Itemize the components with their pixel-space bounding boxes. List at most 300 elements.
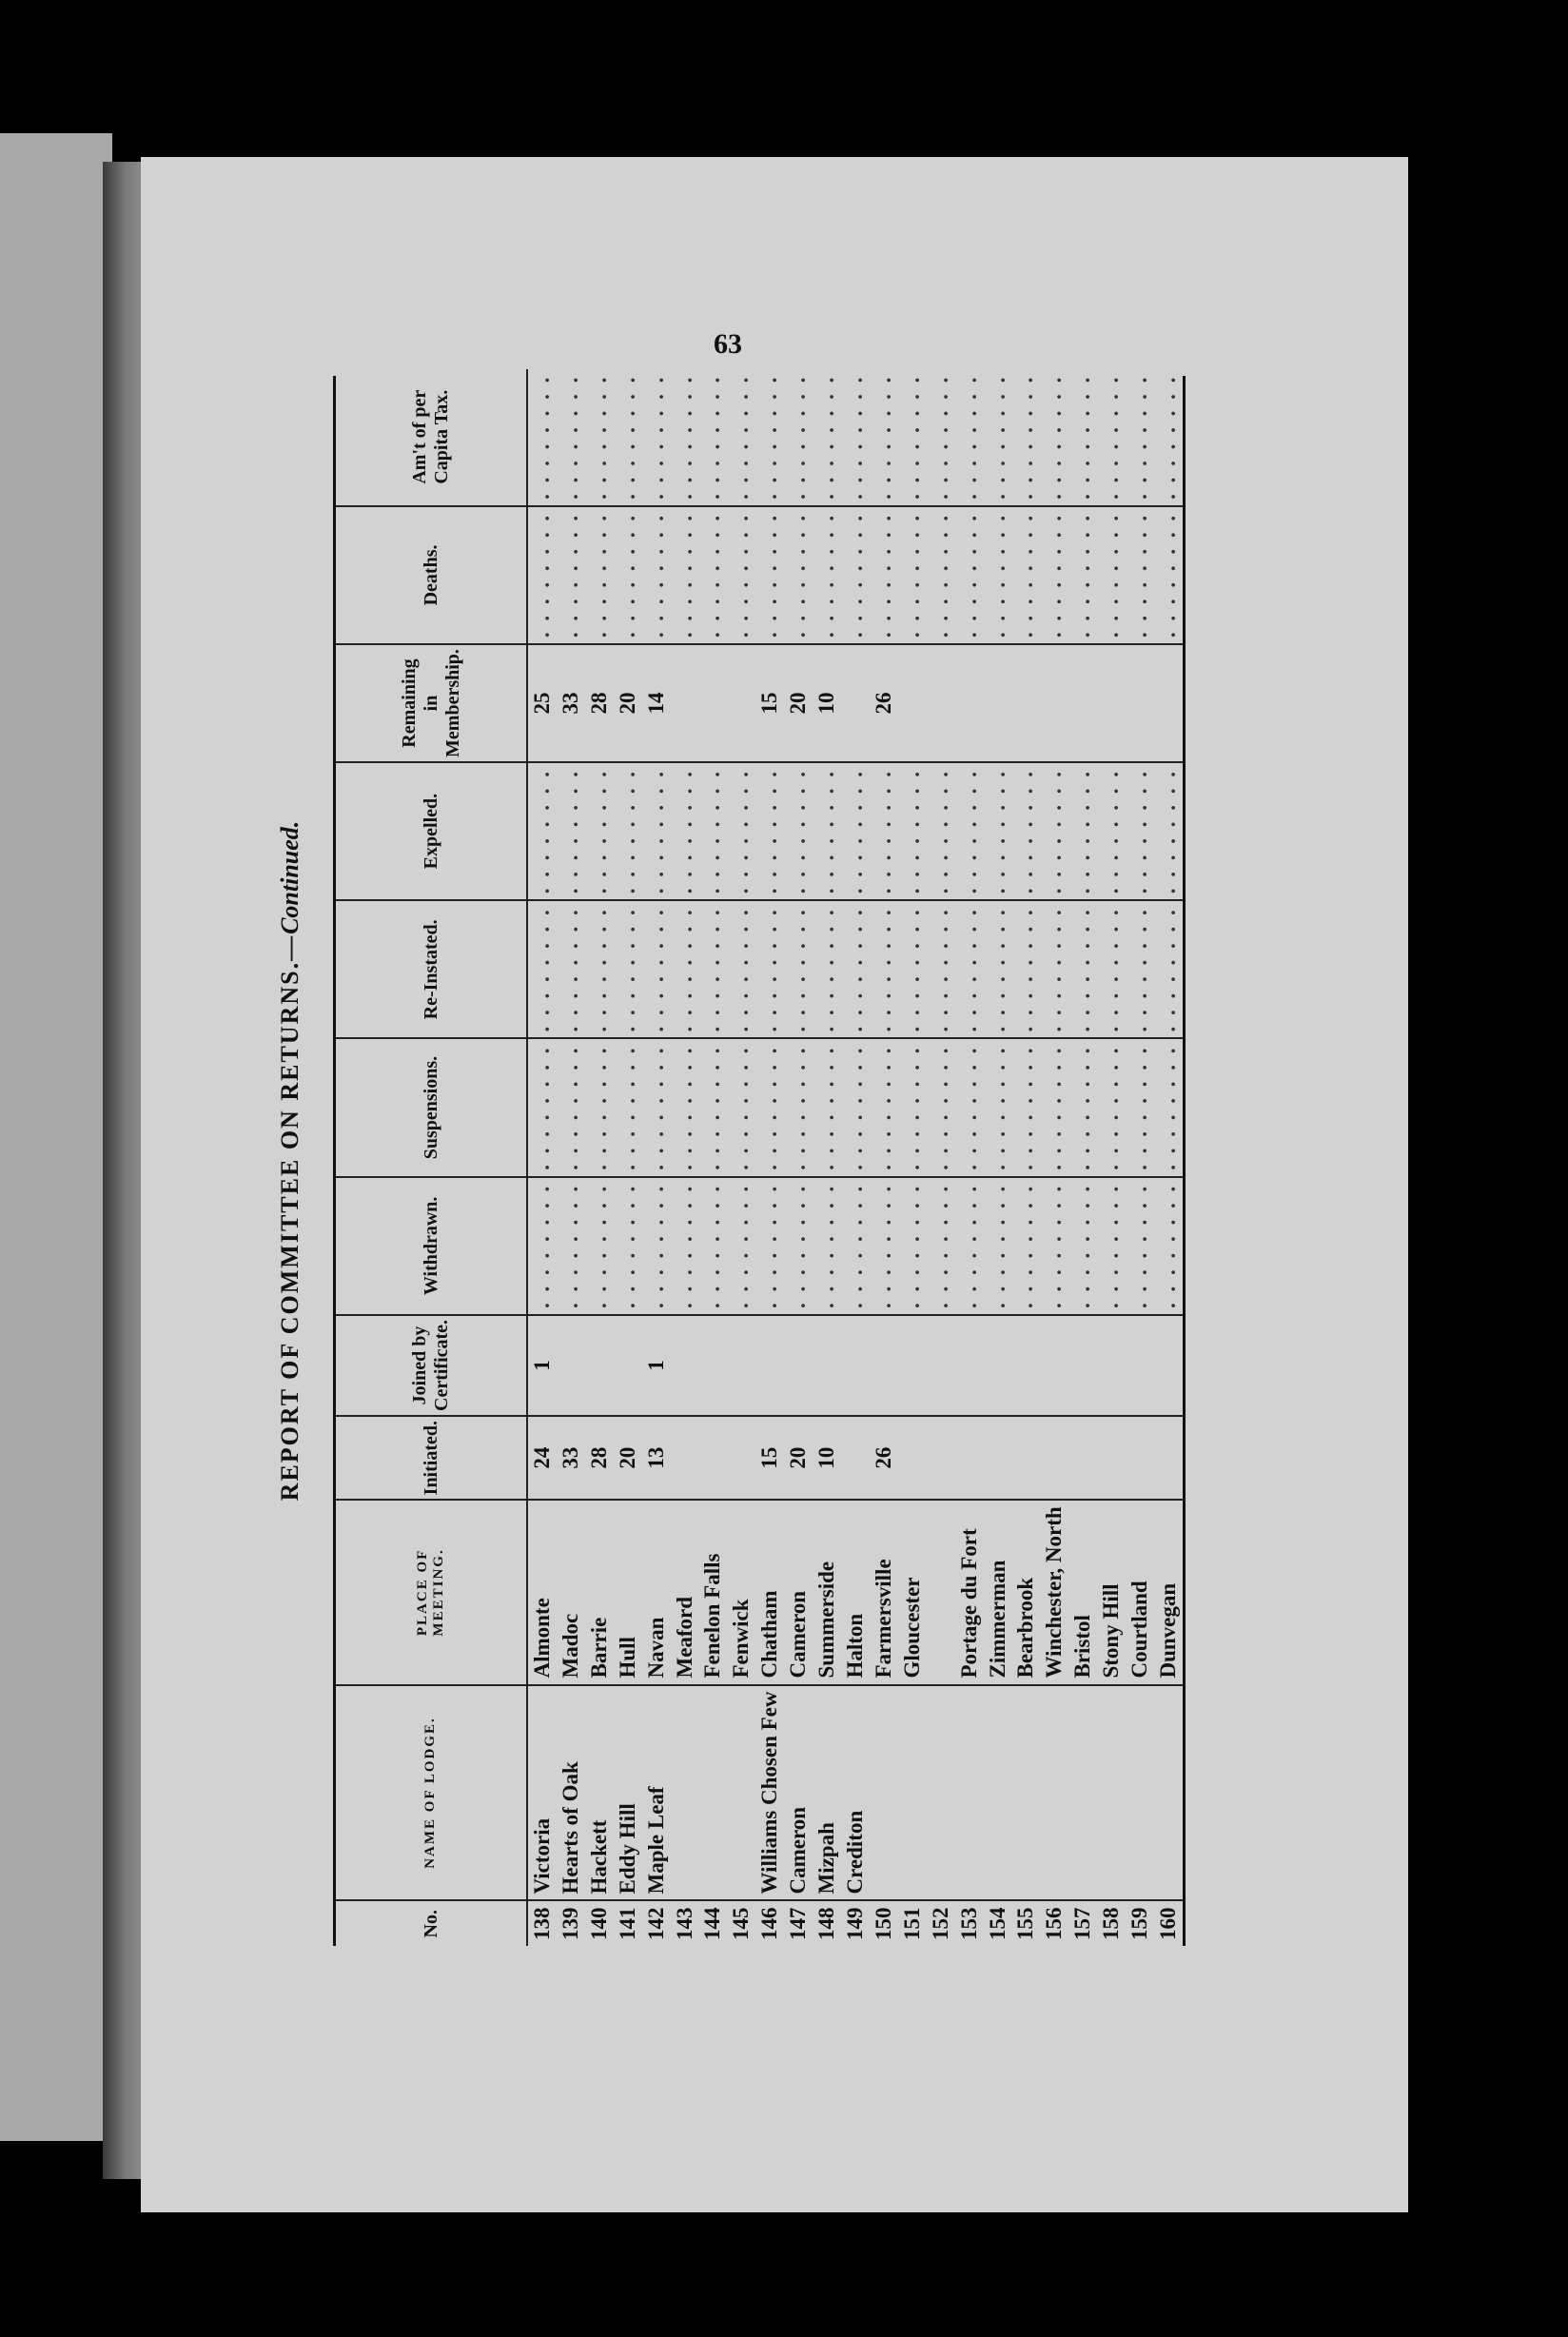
dot-leader: . . . . . . . . [1127,374,1152,500]
dot-leader: . . . . . . . . [700,1183,725,1308]
cell-remaining [1126,644,1154,762]
cell-place: Portage du Fort [955,1500,984,1684]
cell-no: 146 [755,1901,784,1947]
cell-place: Stony Hill [1097,1500,1126,1684]
page-number: 63 [714,328,742,360]
dot-leader: . . . . . . . . [956,512,981,638]
cell-no: 140 [585,1901,614,1947]
cell-place: Courtland [1126,1500,1154,1684]
cell-place: Bristol [1068,1500,1097,1684]
table-row [727,369,755,1946]
dot-leader: . . . . . . . . [1156,374,1180,500]
cell-reinstated [1011,900,1040,1038]
cell-lodge-name: Hackett [585,1685,614,1901]
cell-capita-tax [870,369,898,506]
dot-leader: . . . . . . . . [956,907,981,1032]
cell-initiated [1011,1416,1040,1500]
cell-no: 153 [955,1901,984,1947]
cell-withdrawn [898,1177,927,1315]
dot-leader: . . . . . . . . [814,1183,839,1308]
title-main: REPORT OF COMMITTEE ON RETURNS.— [276,933,304,1502]
cell-place: Dunvegan [1154,1500,1183,1684]
cell-no: 157 [1068,1901,1097,1947]
cell-capita-tax [841,369,870,506]
cell-withdrawn [1154,1177,1183,1315]
table-row [955,369,984,1946]
cell-suspensions [1154,1038,1183,1176]
table-row [699,369,728,1946]
cell-place: Summerside [813,1500,841,1684]
cell-capita-tax [1126,369,1154,506]
dot-leader: . . . . . . . . [1013,907,1038,1032]
cell-capita-tax [927,369,955,506]
dot-leader: . . . . . . . . [1042,1045,1067,1170]
dot-leader: . . . . . . . . [1099,1183,1124,1308]
dot-leader: . . . . . . . . [558,1183,582,1308]
cell-capita-tax [1011,369,1040,506]
dot-leader: . . . . . . . . [1013,374,1038,500]
cell-no: 159 [1126,1901,1154,1947]
dot-leader: . . . . . . . . [1013,512,1038,638]
dot-leader: . . . . . . . . [1042,907,1067,1032]
table-row [527,369,557,1946]
table-row [1040,369,1068,1946]
cell-remaining: 20 [784,644,813,762]
cell-remaining: 14 [642,644,671,762]
cell-withdrawn [870,1177,898,1315]
cell-expelled [642,762,671,900]
cell-initiated [955,1416,984,1500]
cell-withdrawn [1126,1177,1154,1315]
dot-leader: . . . . . . . . [985,1045,1009,1170]
dot-leader: . . . . . . . . [529,768,554,894]
cell-lodge-name: Crediton [841,1685,870,1901]
cell-deaths [1154,506,1183,644]
cell-remaining: 28 [585,644,614,762]
dot-leader: . . . . . . . . [1070,512,1095,638]
cell-joined [898,1315,927,1416]
dot-leader: . . . . . . . . [1127,1183,1152,1308]
table-row [870,369,898,1946]
dot-leader: . . . . . . . . [757,907,782,1032]
dot-leader: . . . . . . . . [786,768,811,894]
dot-leader: . . . . . . . . [757,512,782,638]
cell-initiated [841,1416,870,1500]
cell-deaths [557,506,585,644]
cell-suspensions [898,1038,927,1176]
cell-reinstated [642,900,671,1038]
dot-leader: . . . . . . . . [899,374,924,500]
cell-deaths [841,506,870,644]
cell-joined [557,1315,585,1416]
table-row [813,369,841,1946]
cell-joined [755,1315,784,1416]
dot-leader: . . . . . . . . [842,374,867,500]
dot-leader: . . . . . . . . [672,374,696,500]
dot-leader: . . . . . . . . [643,907,668,1032]
dot-leader: . . . . . . . . [700,1045,725,1170]
cell-joined: 1 [527,1315,557,1416]
header-joined: Joined by Certificate. [336,1315,527,1416]
cell-initiated: 24 [527,1416,557,1500]
cell-initiated: 33 [557,1416,585,1500]
cell-place: Hull [614,1500,642,1684]
cell-reinstated [927,900,955,1038]
cell-initiated [699,1416,728,1500]
cell-no: 155 [1011,1901,1040,1947]
dot-leader: . . . . . . . . [1127,512,1152,638]
header-place: PLACE OF MEETING. [336,1500,527,1684]
dot-leader: . . . . . . . . [985,907,1009,1032]
cell-no: 147 [784,1901,813,1947]
dot-leader: . . . . . . . . [842,1183,867,1308]
cell-suspensions [671,1038,699,1176]
cell-expelled [984,762,1012,900]
cell-suspensions [557,1038,585,1176]
cell-no: 154 [984,1901,1012,1947]
dot-leader: . . . . . . . . [615,907,639,1032]
cell-deaths [813,506,841,644]
cell-joined [1068,1315,1097,1416]
cell-remaining [1154,644,1183,762]
cell-withdrawn [813,1177,841,1315]
cell-withdrawn [699,1177,728,1315]
dot-leader: . . . . . . . . [643,1045,668,1170]
dot-leader: . . . . . . . . [1013,768,1038,894]
dot-leader: . . . . . . . . [558,907,582,1032]
cell-suspensions [727,1038,755,1176]
dot-leader: . . . . . . . . [1070,768,1095,894]
cell-deaths [727,506,755,644]
cell-deaths [585,506,614,644]
cell-lodge-name [699,1685,728,1901]
cell-lodge-name: Maple Leaf [642,1685,671,1901]
cell-withdrawn [755,1177,784,1315]
dot-leader: . . . . . . . . [985,1183,1009,1308]
cell-capita-tax [557,369,585,506]
cell-lodge-name: Williams Chosen Few [755,1685,784,1901]
cell-suspensions [984,1038,1012,1176]
dot-leader: . . . . . . . . [615,1183,639,1308]
cell-expelled [557,762,585,900]
dot-leader: . . . . . . . . [1070,1183,1095,1308]
cell-withdrawn [784,1177,813,1315]
dot-leader: . . . . . . . . [672,1183,696,1308]
table-row [1068,369,1097,1946]
cell-no: 141 [614,1901,642,1947]
cell-deaths [1097,506,1126,644]
table-row [1097,369,1126,1946]
dot-leader: . . . . . . . . [928,1183,952,1308]
dot-leader: . . . . . . . . [928,1045,952,1170]
cell-initiated [984,1416,1012,1500]
cell-suspensions [841,1038,870,1176]
cell-capita-tax [614,369,642,506]
cell-joined [841,1315,870,1416]
dot-leader: . . . . . . . . [928,512,952,638]
dot-leader: . . . . . . . . [928,907,952,1032]
dot-leader: . . . . . . . . [1156,1183,1180,1308]
cell-deaths [955,506,984,644]
dot-leader: . . . . . . . . [700,374,725,500]
dot-leader: . . . . . . . . [729,768,754,894]
cell-deaths [699,506,728,644]
table-row [1011,369,1040,1946]
cell-lodge-name [1097,1685,1126,1901]
cell-place: Zimmerman [984,1500,1012,1684]
cell-place: Almonte [527,1500,557,1684]
cell-joined [955,1315,984,1416]
dot-leader: . . . . . . . . [529,512,554,638]
cell-deaths [1068,506,1097,644]
header-capita-tax: Am't of per Capita Tax. [336,369,527,506]
cell-place: Bearbrook [1011,1500,1040,1684]
cell-no: 150 [870,1901,898,1947]
cell-reinstated [1068,900,1097,1038]
dot-leader: . . . . . . . . [1070,374,1095,500]
cell-reinstated [870,900,898,1038]
cell-suspensions [927,1038,955,1176]
cell-lodge-name [927,1685,955,1901]
cell-suspensions [813,1038,841,1176]
cell-reinstated [755,900,784,1038]
dot-leader: . . . . . . . . [814,512,839,638]
table-row [755,369,784,1946]
cell-no: 145 [727,1901,755,1947]
cell-reinstated [671,900,699,1038]
cell-place [927,1500,955,1684]
dot-leader: . . . . . . . . [586,374,611,500]
dot-leader: . . . . . . . . [842,768,867,894]
cell-reinstated [813,900,841,1038]
returns-table [333,376,1186,1946]
cell-joined [1011,1315,1040,1416]
cell-place: Meaford [671,1500,699,1684]
page-title [276,376,333,1946]
dot-leader: . . . . . . . . [899,1183,924,1308]
dot-leader: . . . . . . . . [871,907,895,1032]
dot-leader: . . . . . . . . [1013,1183,1038,1308]
cell-place: Farmersville [870,1500,898,1684]
cell-lodge-name [671,1685,699,1901]
cell-reinstated [841,900,870,1038]
cell-joined [727,1315,755,1416]
header-initiated: Initiated. [336,1416,527,1500]
cell-remaining [671,644,699,762]
cell-withdrawn [614,1177,642,1315]
dot-leader: . . . . . . . . [558,512,582,638]
dot-leader: . . . . . . . . [529,1183,554,1308]
dot-leader: . . . . . . . . [672,907,696,1032]
cell-initiated [671,1416,699,1500]
cell-withdrawn [841,1177,870,1315]
dot-leader: . . . . . . . . [899,512,924,638]
cell-joined [1097,1315,1126,1416]
cell-remaining [927,644,955,762]
cell-expelled [1126,762,1154,900]
cell-expelled [898,762,927,900]
cell-capita-tax [1154,369,1183,506]
cell-initiated [1154,1416,1183,1500]
table-row [841,369,870,1946]
cell-reinstated [1040,900,1068,1038]
dot-leader: . . . . . . . . [615,768,639,894]
cell-lodge-name [1154,1685,1183,1901]
dot-leader: . . . . . . . . [814,374,839,500]
cell-joined [699,1315,728,1416]
cell-deaths [984,506,1012,644]
cell-lodge-name: Eddy Hill [614,1685,642,1901]
rotated-content [276,376,1189,1946]
dot-leader: . . . . . . . . [729,374,754,500]
cell-initiated: 10 [813,1416,841,1500]
dot-leader: . . . . . . . . [786,907,811,1032]
cell-joined [784,1315,813,1416]
cell-expelled [699,762,728,900]
cell-suspensions [614,1038,642,1176]
cell-place: Winchester, North [1040,1500,1068,1684]
cell-capita-tax [642,369,671,506]
dot-leader: . . . . . . . . [871,768,895,894]
cell-suspensions [585,1038,614,1176]
cell-capita-tax [1097,369,1126,506]
cell-remaining [1040,644,1068,762]
dot-leader: . . . . . . . . [956,374,981,500]
cell-no: 144 [699,1901,728,1947]
cell-lodge-name [955,1685,984,1901]
dot-leader: . . . . . . . . [586,1045,611,1170]
cell-reinstated [898,900,927,1038]
header-expelled: Expelled. [336,762,527,900]
dot-leader: . . . . . . . . [1156,512,1180,638]
cell-capita-tax [527,369,557,506]
cell-expelled [955,762,984,900]
cell-withdrawn [1011,1177,1040,1315]
dot-leader: . . . . . . . . [1099,907,1124,1032]
cell-suspensions [699,1038,728,1176]
cell-place: Cameron [784,1500,813,1684]
dot-leader: . . . . . . . . [757,768,782,894]
cell-suspensions [527,1038,557,1176]
cell-expelled [813,762,841,900]
cell-no: 142 [642,1901,671,1947]
cell-remaining [841,644,870,762]
cell-place: Madoc [557,1500,585,1684]
cell-no: 152 [927,1901,955,1947]
cell-withdrawn [1097,1177,1126,1315]
dot-leader: . . . . . . . . [672,1045,696,1170]
dot-leader: . . . . . . . . [729,1045,754,1170]
cell-lodge-name [1126,1685,1154,1901]
cell-capita-tax [699,369,728,506]
dot-leader: . . . . . . . . [757,1183,782,1308]
cell-reinstated [699,900,728,1038]
dot-leader: . . . . . . . . [529,374,554,500]
cell-initiated: 26 [870,1416,898,1500]
cell-joined [1154,1315,1183,1416]
cell-initiated: 20 [614,1416,642,1500]
cell-withdrawn [1068,1177,1097,1315]
dot-leader: . . . . . . . . [956,1045,981,1170]
cell-joined [585,1315,614,1416]
cell-withdrawn [927,1177,955,1315]
dot-leader: . . . . . . . . [928,374,952,500]
table-row [927,369,955,1946]
dot-leader: . . . . . . . . [729,1183,754,1308]
cell-reinstated [527,900,557,1038]
dot-leader: . . . . . . . . [871,1045,895,1170]
cell-capita-tax [955,369,984,506]
cell-expelled [527,762,557,900]
cell-remaining [955,644,984,762]
cell-initiated: 15 [755,1416,784,1500]
cell-reinstated [1154,900,1183,1038]
cell-withdrawn [527,1177,557,1315]
cell-deaths [870,506,898,644]
dot-leader: . . . . . . . . [1127,768,1152,894]
cell-reinstated [955,900,984,1038]
cell-reinstated [557,900,585,1038]
cell-deaths [1011,506,1040,644]
dot-leader: . . . . . . . . [700,768,725,894]
cell-suspensions [870,1038,898,1176]
dot-leader: . . . . . . . . [672,768,696,894]
cell-expelled [755,762,784,900]
cell-remaining [984,644,1012,762]
cell-deaths [1126,506,1154,644]
cell-deaths [755,506,784,644]
cell-place: Barrie [585,1500,614,1684]
cell-suspensions [642,1038,671,1176]
cell-capita-tax [813,369,841,506]
table-row [1154,369,1183,1946]
cell-lodge-name: Cameron [784,1685,813,1901]
cell-deaths [1040,506,1068,644]
title-continued: Continued. [276,820,304,934]
cell-remaining [727,644,755,762]
cell-withdrawn [671,1177,699,1315]
dot-leader: . . . . . . . . [1099,374,1124,500]
cell-capita-tax [1068,369,1097,506]
cell-reinstated [614,900,642,1038]
cell-suspensions [1097,1038,1126,1176]
header-suspensions: Suspensions. [336,1038,527,1176]
header-deaths: Deaths. [336,506,527,644]
dot-leader: . . . . . . . . [1070,1045,1095,1170]
dot-leader: . . . . . . . . [786,1183,811,1308]
header-withdrawn: Withdrawn. [336,1177,527,1315]
cell-place: Fenelon Falls [699,1500,728,1684]
dot-leader: . . . . . . . . [558,374,582,500]
dot-leader: . . . . . . . . [672,512,696,638]
cell-place: Fenwick [727,1500,755,1684]
dot-leader: . . . . . . . . [643,374,668,500]
dot-leader: . . . . . . . . [1099,512,1124,638]
dot-leader: . . . . . . . . [1042,374,1067,500]
dot-leader: . . . . . . . . [586,907,611,1032]
cell-expelled [870,762,898,900]
cell-joined [927,1315,955,1416]
cell-remaining: 10 [813,644,841,762]
dot-leader: . . . . . . . . [814,907,839,1032]
cell-initiated [1068,1416,1097,1500]
cell-remaining: 20 [614,644,642,762]
cell-withdrawn [955,1177,984,1315]
cell-expelled [927,762,955,900]
cell-expelled [841,762,870,900]
dot-leader: . . . . . . . . [729,512,754,638]
cell-expelled [784,762,813,900]
